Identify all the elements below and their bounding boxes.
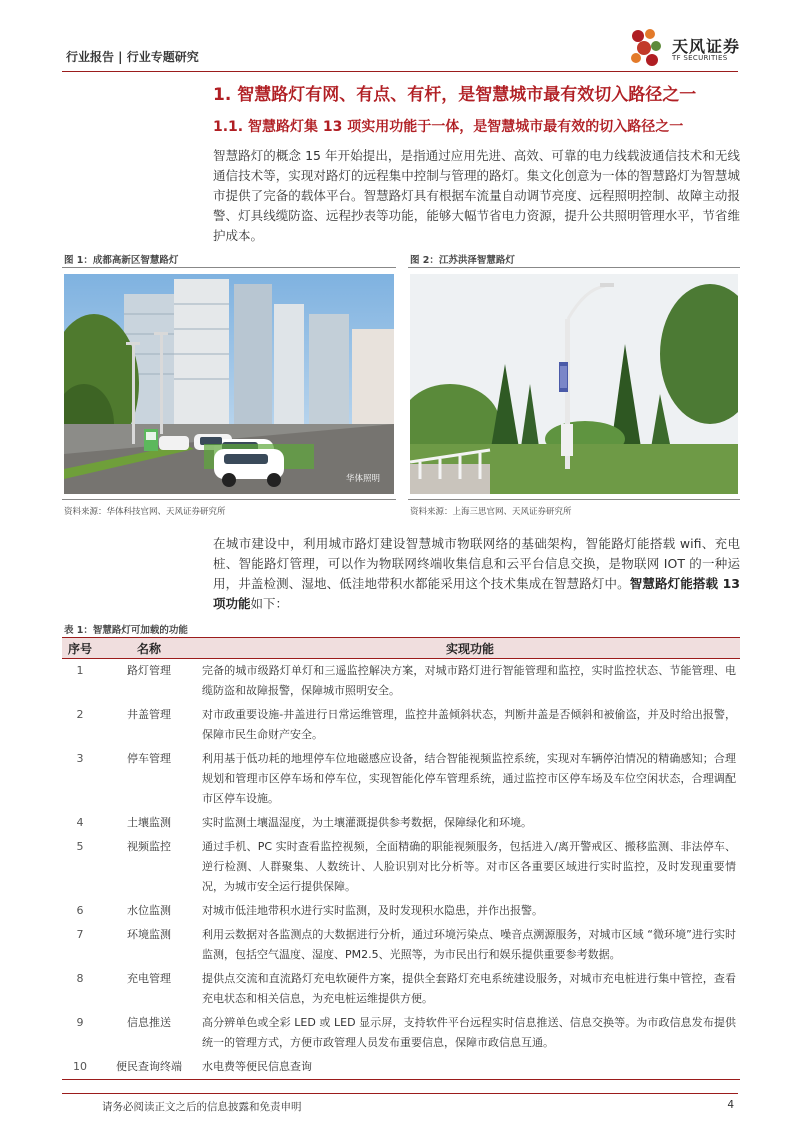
iot-paragraph-bold: 智慧路灯能搭载 13 项功能 xyxy=(213,576,740,611)
table-row xyxy=(62,747,740,811)
section-heading-1: 1. 智慧路灯有网、有点、有杆，是智慧城市最有效切入路径之一 xyxy=(213,85,697,105)
row-desc: 对城市低洼地带积水进行实时监测，及时发现积水隐患，并作出报警。 xyxy=(202,904,543,917)
row-no: 5 xyxy=(76,840,84,853)
row-name: 土壤监测 xyxy=(127,816,171,829)
row-name: 视频监控 xyxy=(127,840,171,853)
iot-paragraph xyxy=(213,534,740,614)
table-row xyxy=(62,1011,740,1055)
footer-divider xyxy=(62,1093,738,1094)
report-category: 行业报告 | 行业专题研究 xyxy=(66,50,199,64)
row-no: 6 xyxy=(76,904,84,917)
row-no: 3 xyxy=(76,752,84,765)
row-name: 便民查询终端 xyxy=(98,1055,200,1080)
row-desc: 对市政重要设施-井盖进行日常运维管理，监控井盖倾斜状态，判断井盖是否倾斜和被偷盗，并及时给出报警，保障市民生命财产安全。 xyxy=(202,708,736,741)
row-no: 1 xyxy=(76,664,84,677)
figure-2-caption: 图 2：江苏洪泽智慧路灯 xyxy=(410,255,515,266)
figure-1-image xyxy=(64,274,394,494)
row-desc: 水电费等便民信息查询 xyxy=(200,1055,740,1080)
figure-1-source: 资料来源：华体科技官网、天风证券研究所 xyxy=(64,507,226,517)
figure-2-image xyxy=(410,274,738,494)
table-row xyxy=(62,967,740,1011)
header-name: 名称 xyxy=(98,638,200,659)
row-desc: 高分辨单色或全彩 LED 或 LED 显示屏，支持软件平台远程实时信息推送、信息交换等。为市政信息发布提供统一的管理方式，方便市政管理人员发布重要信息，保障市政信息互通。 xyxy=(202,1016,736,1049)
figure-2-bottom-rule xyxy=(408,499,740,500)
row-desc: 实时监测土壤温湿度，为土壤灌溉提供参考数据，保障绿化和环境。 xyxy=(202,816,532,829)
row-no: 9 xyxy=(76,1016,84,1029)
figure-1-top-rule xyxy=(62,267,396,268)
row-no: 4 xyxy=(76,816,84,829)
iot-paragraph-text: 在城市建设中，利用城市路灯建设智慧城市物联网络的基础架构，智能路灯能搭载 wifi、充电桩、智能路灯管理，可以作为物联网终端收集信息和云平台信息交换，是物联网 IOT 的一种运用，井盖检测、湿地、低洼地带积水都能采用这个技术集成在智慧路灯中。 xyxy=(213,536,740,591)
figure-1-watermark: 华体照明 xyxy=(345,474,380,484)
row-name: 信息推送 xyxy=(127,1016,171,1029)
table-row xyxy=(62,923,740,967)
header-no: 序号 xyxy=(62,638,98,659)
table-row xyxy=(62,835,740,899)
figure-2-top-rule xyxy=(408,267,740,268)
header-desc: 实现功能 xyxy=(200,638,740,659)
row-name: 水位监测 xyxy=(127,904,171,917)
row-name: 充电管理 xyxy=(127,972,171,985)
brand-name-cn: 天风证券 xyxy=(672,37,741,56)
row-name: 路灯管理 xyxy=(127,664,171,677)
functions-table xyxy=(62,637,740,1080)
figure-2-source: 资料来源：上海三思官网、天风证券研究所 xyxy=(410,507,572,517)
brand-name-en: TF SECURITIES xyxy=(672,54,728,62)
row-no: 8 xyxy=(76,972,84,985)
header-divider xyxy=(62,71,738,72)
table-1-caption: 表 1：智慧路灯可加载的功能 xyxy=(64,625,188,636)
row-desc: 完备的城市级路灯单灯和三遥监控解决方案，对城市路灯进行智能管理和监控，实时监控状态、节能管理、电缆防盗和故障报警，保障城市照明安全。 xyxy=(202,664,736,697)
row-desc: 提供点交流和直流路灯充电软硬件方案，提供全套路灯充电系统建设服务，对城市充电桩进行集中管控，查看充电状态和相关信息，为充电桩运维提供方便。 xyxy=(202,972,736,1005)
footer-disclaimer: 请务必阅读正文之后的信息披露和免责申明 xyxy=(102,1101,302,1113)
row-no: 10 xyxy=(62,1055,98,1080)
table-row xyxy=(62,659,740,704)
row-desc: 利用云数据对各监测点的大数据进行分析，通过环境污染点、噪音点溯源服务，对城市区域 “微环境”进行实时监测，包括空气温度、湿度、PM2.5、光照等，为市民出行和娱乐提供重要参考数据。 xyxy=(202,928,736,961)
page-number: 4 xyxy=(727,1099,734,1111)
figure-1-bottom-rule xyxy=(62,499,396,500)
row-name: 停车管理 xyxy=(127,752,171,765)
row-no: 2 xyxy=(76,708,84,721)
iot-paragraph-tail: 如下： xyxy=(250,596,289,611)
row-desc: 利用基于低功耗的地埋停车位地磁感应设备，结合智能视频监控系统，实现对车辆停泊情况的精确感知；合理规划和管理市区停车场和停车位，实现智能化停车管理系统，通过监控市区停车场及车位空闲状态，合理调配市区停车设施。 xyxy=(202,752,736,805)
row-no: 7 xyxy=(76,928,84,941)
intro-paragraph: 智慧路灯的概念 15 年开始提出，是指通过应用先进、高效、可靠的电力线载波通信技术和无线通信技术等，实现对路灯的远程集中控制与管理的路灯。集文化创意为一体的智慧路灯为智慧城市提供了完备的载体平台。智慧路灯具有根据车流量自动调节亮度、远程照明控制、故障主动报警、灯具线缆防盗、远程抄表等功能，能够大幅节省电力资源，提升公共照明管理水平，节省维护成本。 xyxy=(213,148,740,243)
table-row xyxy=(62,703,740,747)
table-row xyxy=(62,1055,740,1080)
section-heading-1-1: 1.1. 智慧路灯集 13 项实用功能于一体，是智慧城市最有效的切入路径之一 xyxy=(213,119,684,135)
figure-1-caption: 图 1：成都高新区智慧路灯 xyxy=(64,255,179,266)
row-name: 环境监测 xyxy=(127,928,171,941)
table-row xyxy=(62,899,740,923)
row-desc: 通过手机、PC 实时查看监控视频，全面精确的职能视频服务，包括进入/离开警戒区、搬移监测、非法停车、逆行检测、人群聚集、人数统计、人脸识别对比分析等。对市区各重要区域进行实时监控，及时发现重要情况，为城市安全运行提供保障。 xyxy=(202,840,736,893)
table-row xyxy=(62,811,740,835)
table-header-row xyxy=(62,638,740,659)
row-name: 井盖管理 xyxy=(127,708,171,721)
